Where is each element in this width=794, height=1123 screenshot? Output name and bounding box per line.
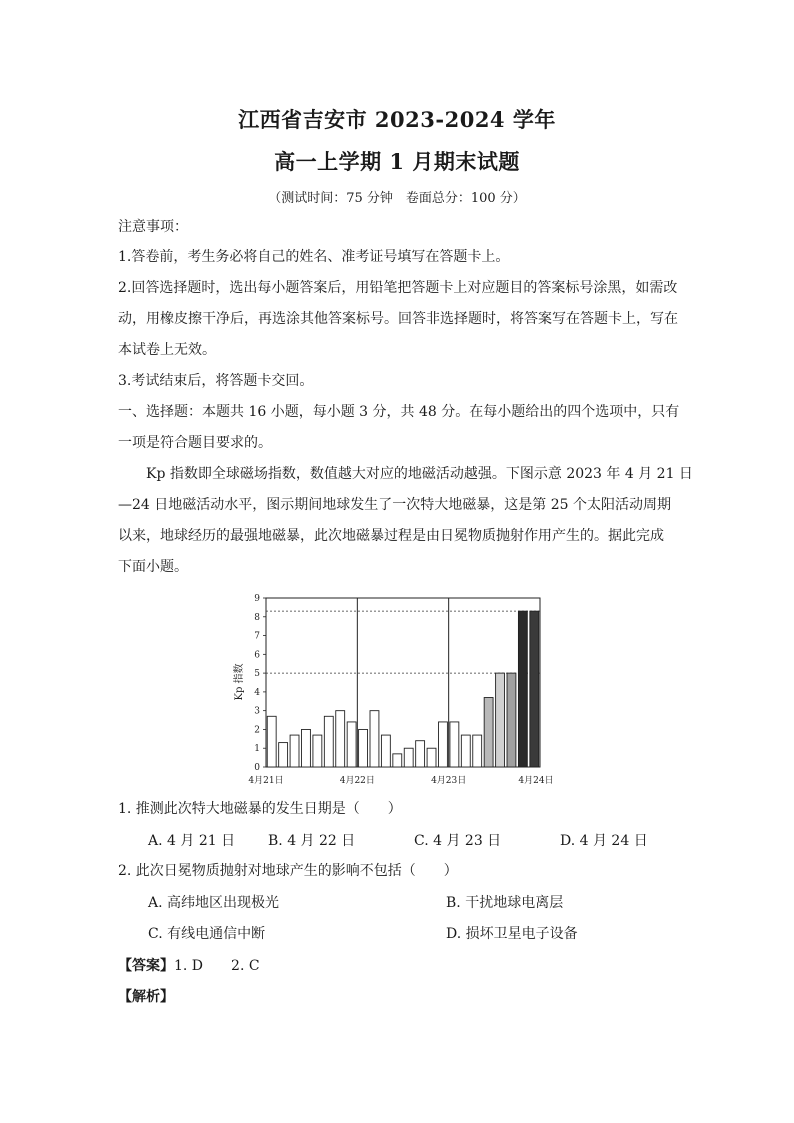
kp-index-chart bbox=[230, 590, 570, 790]
kp-bar bbox=[381, 735, 390, 767]
kp-bar bbox=[518, 611, 527, 767]
passage-line: 以来，地球经历的最强地磁暴，此次地磁暴过程是由日冕物质抛射作用产生的。据此完成 bbox=[118, 528, 664, 544]
passage-line: —24 日地磁活动水平，图示期间地球发生了一次特大地磁暴，这是第 25 个太阳活动周期 bbox=[118, 497, 671, 513]
x-day-label: 4月22日 bbox=[339, 776, 375, 786]
y-tick-label: 2 bbox=[254, 725, 260, 736]
kp-bar bbox=[439, 722, 448, 767]
kp-bar bbox=[370, 711, 379, 767]
kp-bar bbox=[279, 743, 288, 767]
question-2-stem: 2. 此次日冕物质抛射对地球产生的影响不包括（ ） bbox=[118, 863, 458, 879]
question-2-option-d: D. 损坏卫星电子设备 bbox=[446, 926, 578, 942]
kp-bar bbox=[496, 673, 505, 767]
question-1-stem: 1. 推测此次特大地磁暴的发生日期是（ ） bbox=[118, 801, 402, 817]
kp-bar bbox=[473, 735, 482, 767]
question-1-option-b: B. 4 月 22 日 bbox=[268, 833, 356, 849]
kp-bar bbox=[416, 741, 425, 767]
kp-bar bbox=[290, 735, 299, 767]
analysis-label: 【解析】 bbox=[118, 989, 174, 1005]
y-tick-label: 5 bbox=[254, 669, 260, 680]
y-tick-label: 3 bbox=[254, 706, 260, 717]
kp-bar bbox=[336, 711, 345, 767]
x-day-label: 4月21日 bbox=[248, 776, 284, 786]
kp-bar bbox=[450, 722, 459, 767]
page-title-line1: 江西省吉安市 2023-2024 学年 bbox=[238, 107, 556, 132]
notes-heading: 注意事项： bbox=[118, 219, 188, 235]
kp-bar bbox=[427, 748, 436, 767]
kp-bar bbox=[267, 716, 276, 767]
answer-text: 1. D 2. C bbox=[174, 958, 260, 974]
note-line: 2.回答选择题时，选出每小题答案后，用铅笔把答题卡上对应题目的答案标号涂黑，如需改 bbox=[118, 280, 678, 296]
y-tick-label: 6 bbox=[254, 650, 260, 661]
passage-line: 下面小题。 bbox=[118, 559, 188, 575]
kp-bar bbox=[404, 748, 413, 767]
kp-bar bbox=[484, 698, 493, 767]
section-heading-line: 一、选择题：本题共 16 小题，每小题 3 分，共 48 分。在每小题给出的四个选项中，只有 bbox=[118, 404, 680, 420]
question-1-option-c: C. 4 月 23 日 bbox=[414, 833, 502, 849]
y-tick-label: 0 bbox=[254, 763, 260, 773]
x-day-label: 4月23日 bbox=[431, 776, 467, 786]
section-heading-line: 一项是符合题目要求的。 bbox=[118, 435, 272, 451]
note-line: 本试卷上无效。 bbox=[118, 342, 216, 358]
question-2-option-b: B. 干扰地球电离层 bbox=[446, 895, 564, 911]
note-line: 3.考试结束后，将答题卡交回。 bbox=[118, 373, 314, 389]
kp-bar bbox=[393, 754, 402, 767]
kp-bar bbox=[313, 735, 322, 767]
question-2-option-a: A. 高纬地区出现极光 bbox=[148, 895, 280, 911]
kp-bar bbox=[359, 729, 368, 767]
kp-bar bbox=[530, 611, 539, 767]
question-1-option-a: A. 4 月 21 日 bbox=[148, 833, 236, 849]
y-tick-label: 4 bbox=[254, 687, 260, 698]
y-axis-label: Kp 指数 bbox=[234, 663, 245, 701]
question-2-option-c: C. 有线电通信中断 bbox=[148, 926, 266, 942]
kp-bar bbox=[302, 729, 311, 767]
note-line: 1.答卷前，考生务必将自己的姓名、准考证号填写在答题卡上。 bbox=[118, 249, 510, 265]
y-tick-label: 7 bbox=[254, 631, 260, 642]
note-line: 动，用橡皮擦干净后，再选涂其他答案标号。回答非选择题时，将答案写在答题卡上，写在 bbox=[118, 311, 678, 327]
x-day-label: 4月24日 bbox=[518, 776, 554, 786]
page-title-line2: 高一上学期 1 月期末试题 bbox=[274, 149, 520, 174]
question-1-option-d: D. 4 月 24 日 bbox=[560, 833, 648, 849]
kp-bar bbox=[507, 673, 516, 767]
kp-bar bbox=[461, 735, 470, 767]
y-tick-label: 1 bbox=[254, 744, 260, 755]
exam-info: （测试时间：75 分钟 卷面总分：100 分） bbox=[268, 191, 526, 206]
answer-label: 【答案】 bbox=[118, 958, 174, 974]
kp-bar bbox=[324, 716, 333, 767]
passage-line: Kp 指数即全球磁场指数，数值越大对应的地磁活动越强。下图示意 2023 年 4 月 21 日 bbox=[146, 466, 693, 482]
kp-bar bbox=[347, 722, 356, 767]
y-tick-label: 9 bbox=[254, 594, 260, 604]
y-tick-label: 8 bbox=[254, 612, 260, 623]
answer-line bbox=[118, 955, 688, 977]
